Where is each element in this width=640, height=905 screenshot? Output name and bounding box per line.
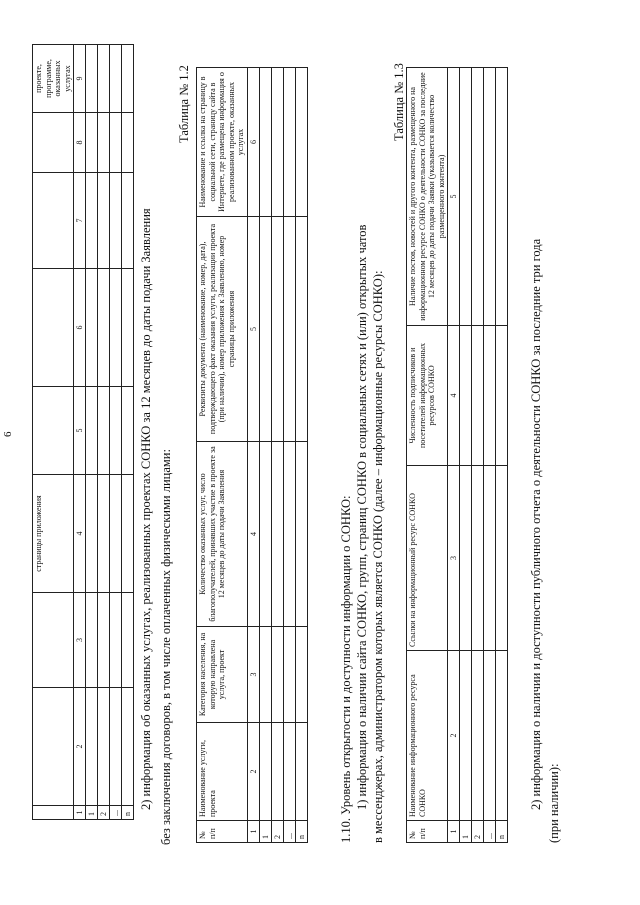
row-label: n [496,821,508,843]
table-1-2-header-cell: Количество оказанных услуг, число благополучателей, принявших участие в проекте за 12 месяцев до даты подачи Заявления [197,442,248,627]
row-label: 2 [98,806,110,820]
column-number: 2 [74,688,86,806]
section-1-10-line1: 1) информация о наличии сайта СОНКО, групп, страниц СОНКО в социальных сетях и (или) открытых чатов [355,224,369,810]
table-row [98,45,110,820]
row-label: ... [110,806,122,820]
table-row [295,68,307,843]
table-1-2-header-cell: № п/п [197,821,248,843]
top-table-header-row [33,45,74,820]
table-1-3-header-cell: Наличие постов, новостей и другого контента, размещенного на информационном ресурсе СОНКО о деятельности СОНКО за последние 12 месяцев до даты подачи Заявки (указывается количество размещенного контента) [407,68,448,326]
section-2-line1: 2) информация об оказанных услугах, реализованных проектах СОНКО за 12 месяцев до даты подачи Заявления [139,208,153,810]
section-2b-line1: 2) информация о наличии и доступности публичного отчета о деятельности СОНКО за последние три года [529,238,543,810]
table-1-3-header-cell: Ссылки на информационный ресурс СОНКО [407,466,448,651]
table-1-2-header-row [197,68,248,843]
row-label: n [122,806,134,820]
table-1-3-number-row [448,68,460,843]
column-number: 1 [247,821,259,843]
table-1-2-header-cell: Наименование и ссылка на страницу в социальной сети, страницу сайта в Интернете, где размещена информация о реализованном проекте, оказанных услугах [197,68,248,217]
top-table-header-cell [33,806,74,820]
top-table-header-cell [33,269,74,387]
table-row [283,68,295,843]
table-row [460,68,472,843]
top-table-number-row [74,45,86,820]
column-number: 7 [74,173,86,269]
column-number: 6 [247,68,259,217]
column-number: 2 [247,723,259,821]
column-number: 1 [448,821,460,843]
table-1-3 [406,67,508,843]
table-row [484,68,496,843]
column-number: 3 [448,466,460,651]
table-row [259,68,271,843]
column-number: 3 [247,627,259,723]
table-1-2-number-row [247,68,259,843]
top-continuation-table [32,44,134,820]
table-1-2 [196,67,308,843]
table-1-3-header-cell: Наименование информационного ресурса СОНКО [407,651,448,821]
table-row [496,68,508,843]
top-table-header-cell [33,387,74,475]
table-1-3-caption: Таблица № 1.3 [392,63,406,141]
section-1-10-title: 1.10. Уровень открытости и доступности информации о СОНКО: [339,495,353,843]
row-label: 1 [460,821,472,843]
table-1-2-header-cell: Категория населения, на которую направлена услуга, проект [197,627,248,723]
column-number: 9 [74,45,86,113]
column-number: 4 [448,326,460,466]
table-1-3-header-cell: Численность подписчиков и посетителей информационных ресурсов СОНКО [407,326,448,466]
column-number: 6 [74,269,86,387]
column-number: 2 [448,651,460,821]
top-table-header-cell [33,173,74,269]
row-label: 2 [472,821,484,843]
table-row [110,45,122,820]
column-number: 5 [74,387,86,475]
top-table-header-cell [33,593,74,688]
column-number: 4 [74,475,86,593]
table-1-2-header-cell: Наименование услуги, проекта [197,723,248,821]
row-label: 1 [259,821,271,843]
column-number: 8 [74,113,86,173]
section-1-10-line2: в мессенджерах, администратором которых является СОНКО (далее – информационные ресурсы СОНКО): [371,270,385,843]
row-label: ... [283,821,295,843]
top-table-header-cell: страницы приложения [33,475,74,593]
column-number: 5 [247,217,259,442]
row-label: n [295,821,307,843]
table-1-2-caption: Таблица № 1.2 [177,65,191,143]
section-2-line2: без заключения договоров, в том числе оплаченных физическими лицами: [159,449,173,845]
table-1-3-header-cell: № п/п [407,821,448,843]
table-row [271,68,283,843]
table-1-2-header-cell: Реквизиты документа (наименование, номер, дата), подтверждающего факт оказания услуги, реализации проекта (при наличии), номер приложения к Заявлению, номер страницы приложения [197,217,248,442]
table-row [86,45,98,820]
top-table-header-cell [33,688,74,806]
row-label: 2 [271,821,283,843]
column-number: 5 [448,68,460,326]
row-label: ... [484,821,496,843]
table-row [472,68,484,843]
page-number: 6 [2,431,14,437]
column-number: 4 [247,442,259,627]
table-1-3-header-row [407,68,448,843]
column-number: 1 [74,806,86,820]
top-table-header-cell [33,113,74,173]
table-row [122,45,134,820]
column-number: 3 [74,593,86,688]
row-label: 1 [86,806,98,820]
section-2b-line2: (при наличии): [547,763,561,843]
top-table-header-cell: проекте, программе, оказанных услугах [33,45,74,113]
